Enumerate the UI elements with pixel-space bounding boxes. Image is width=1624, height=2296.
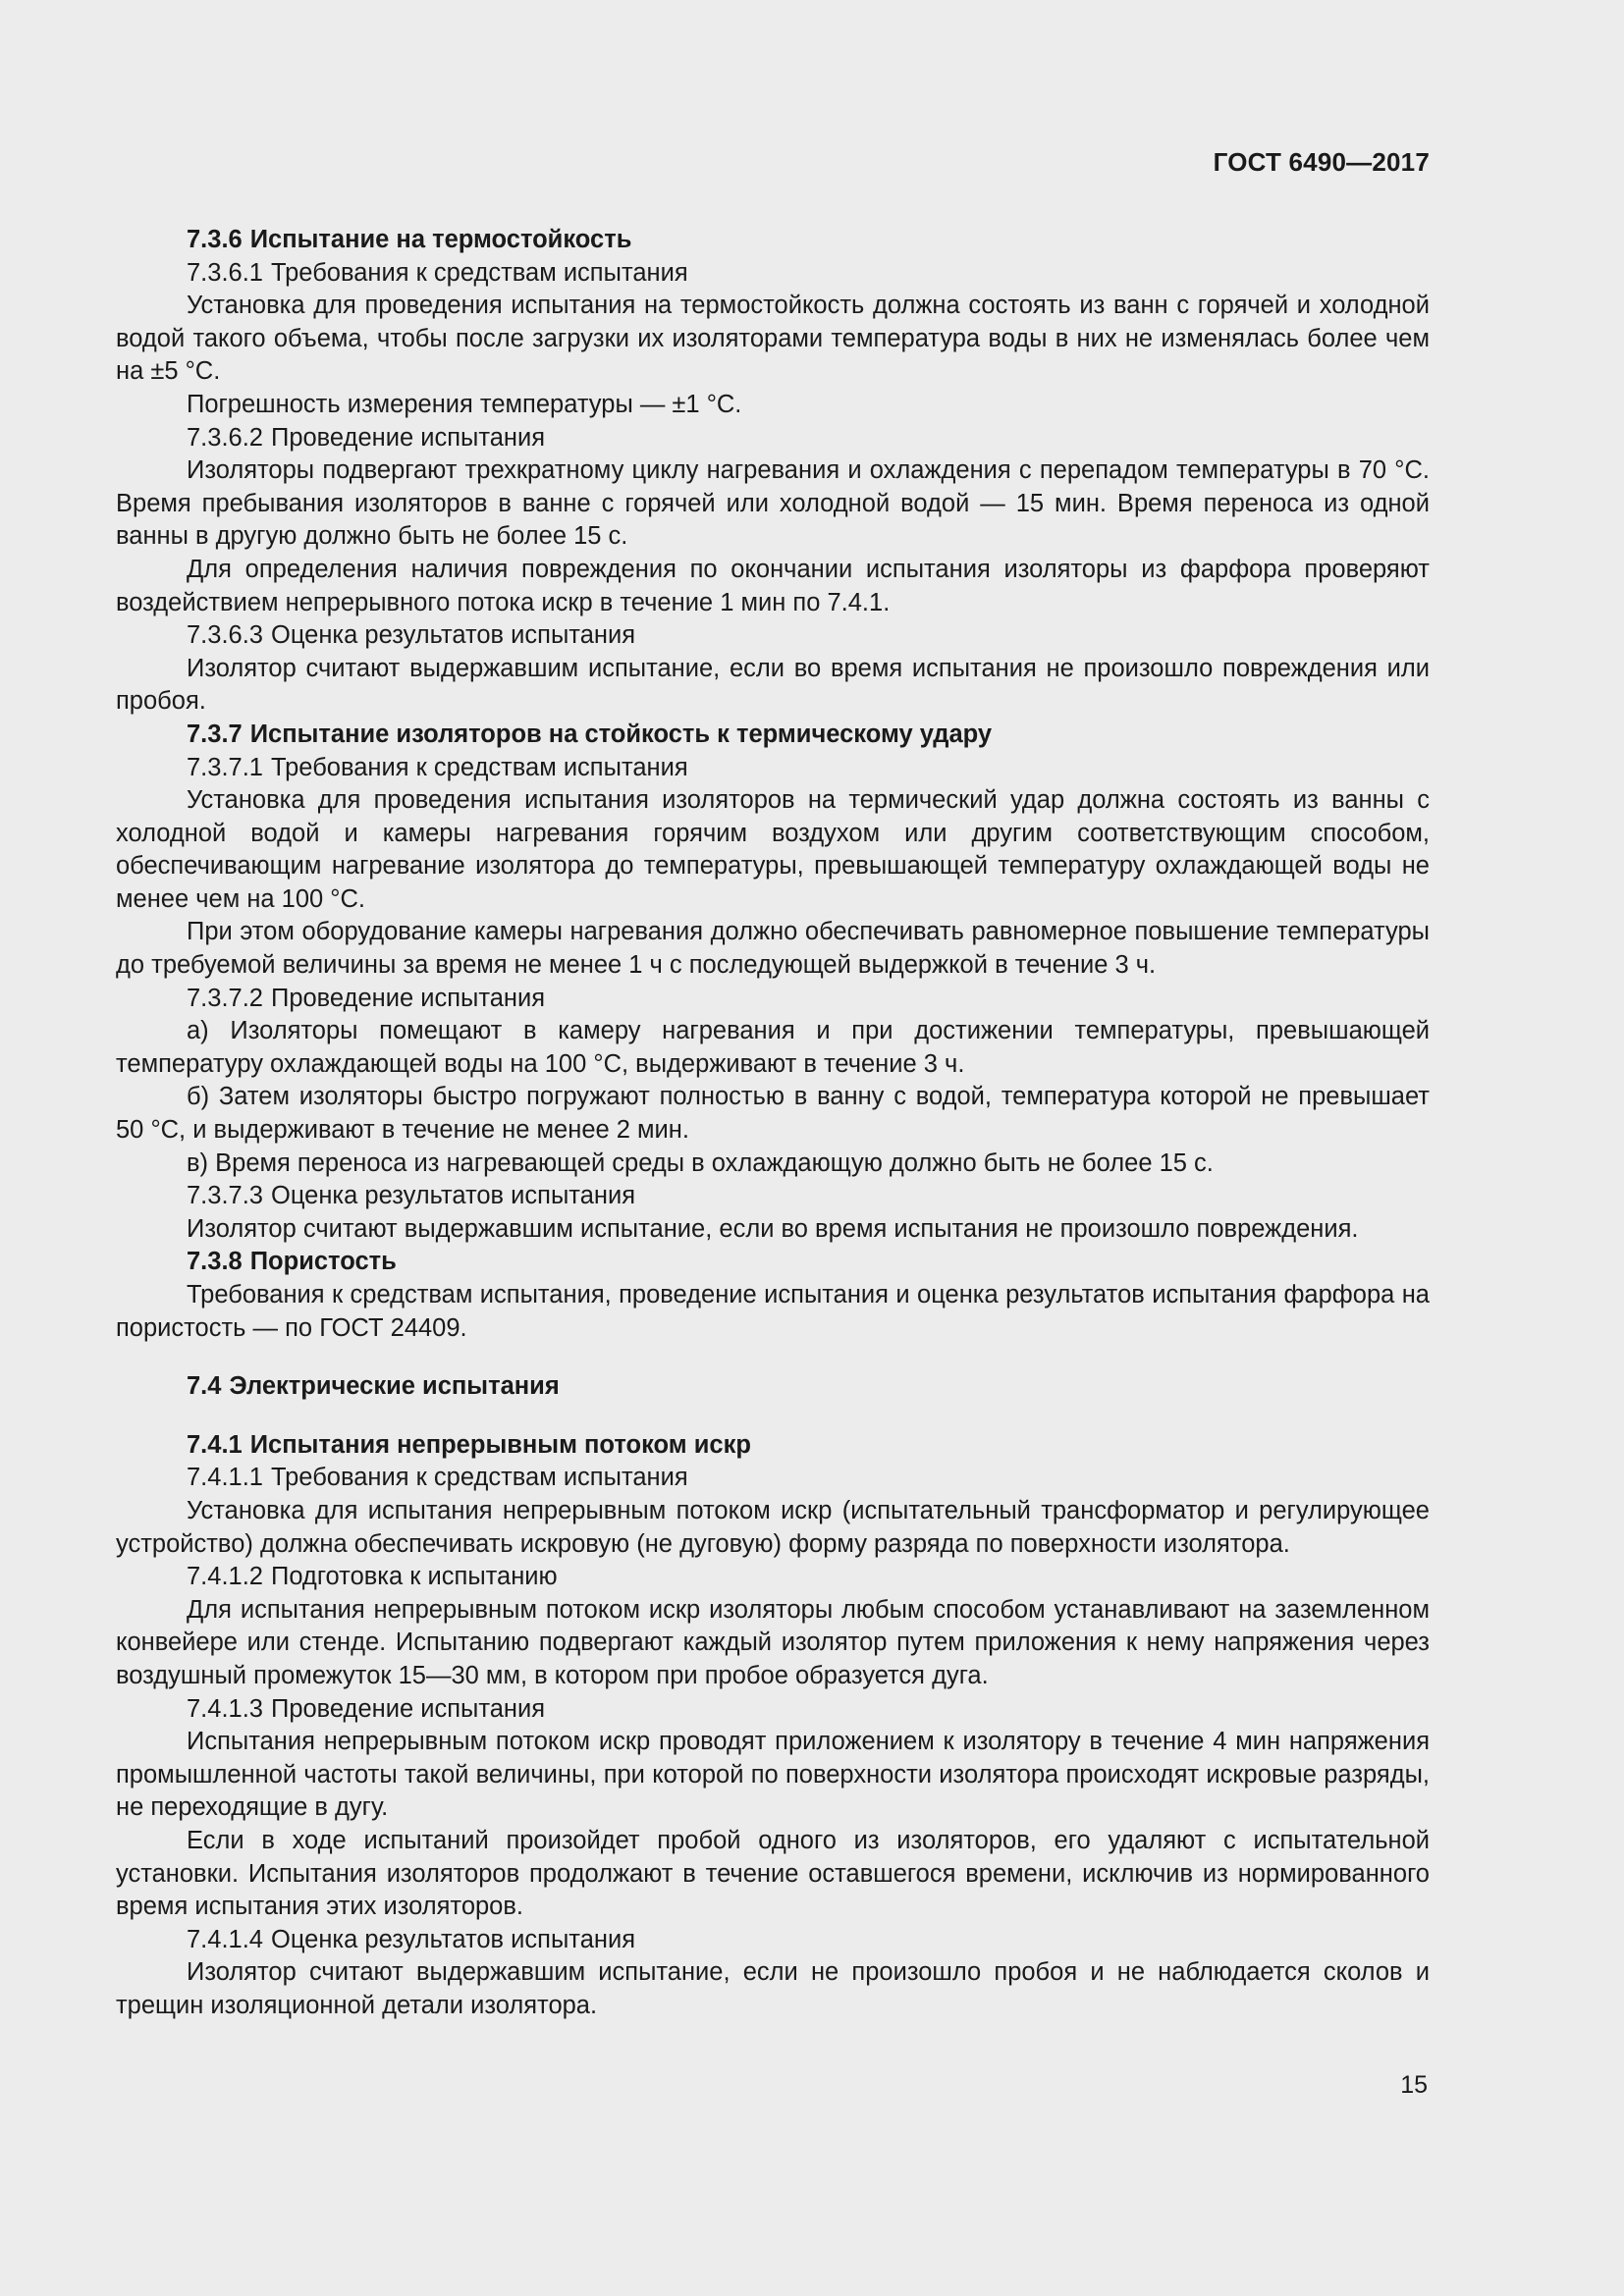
section-number: 7.3.6.3: [187, 621, 263, 650]
section-heading: [116, 224, 1430, 257]
section-title: Проведение испытания: [270, 984, 546, 1012]
section-title: Оценка результатов испытания: [270, 1925, 636, 1953]
section-number: 7.3.7: [187, 720, 243, 748]
section-number: 7.3.6.1: [187, 258, 263, 287]
subsection-heading: [116, 1462, 1430, 1495]
section-title: Испытания непрерывным потоком искр: [249, 1430, 751, 1459]
paragraph: Если в ходе испытаний произойдет пробой одного из изоляторов, его удаляют с испытательной установки. Испытания изоляторов продолжают в течение оставшегося времени, исключив из нормированного время испытания этих изоляторов.: [116, 1826, 1430, 1921]
subsection-heading: [116, 1561, 1430, 1594]
section-title: Электрические испытания: [229, 1372, 560, 1401]
paragraph: а) Изоляторы помещают в камеру нагревания и при достижении температуры, превышающей температуру охлаждающей воды на 100 °С, выдерживают в течение 3 ч.: [116, 1017, 1430, 1078]
subsection-heading: [116, 752, 1430, 785]
subsection-heading: [116, 422, 1430, 455]
section-number: 7.3.7.1: [187, 753, 263, 781]
subsection-heading: [116, 1924, 1430, 1957]
section-title: Пористость: [249, 1248, 397, 1276]
section-title: Требования к средствам испытания: [270, 753, 688, 781]
paragraph: Изоляторы подвергают трехкратному циклу нагревания и охлаждения с перепадом температуры в 70 °С. Время пребывания изоляторов в ванне с горячей или холодной водой — 15 мин. Время переноса из одной ванны в другую должно быть не более 15 с.: [116, 456, 1430, 551]
section-number: 7.4: [187, 1372, 222, 1401]
paragraph: Требования к средствам испытания, проведение испытания и оценка результатов испытания фарфора на пористость — по ГОСТ 24409.: [116, 1281, 1430, 1342]
section-title: Оценка результатов испытания: [270, 621, 636, 650]
subsection-heading: [116, 1180, 1430, 1213]
subsection-heading: [116, 1693, 1430, 1727]
section-number: 7.4.1.1: [187, 1464, 263, 1492]
paragraph: Для определения наличия повреждения по окончании испытания изоляторы из фарфора проверяют воздействием непрерывного потока искр в течение 1 мин по 7.4.1.: [116, 555, 1430, 616]
section-title: Испытание изоляторов на стойкость к термическому удару: [249, 720, 993, 748]
section-title: Оценка результатов испытания: [270, 1182, 636, 1210]
section-number: 7.4.1.3: [187, 1694, 263, 1723]
subsection-heading: [116, 983, 1430, 1016]
section-heading: [116, 1429, 1430, 1463]
paragraph: Установка для испытания непрерывным потоком искр (испытательный трансформатор и регулирующее устройство) должна обеспечивать искровую (не дуговую) форму разряда по поверхности изолятора.: [116, 1496, 1430, 1558]
section-title: Проведение испытания: [270, 1694, 546, 1723]
document-body: [116, 224, 1430, 2022]
paragraph: б) Затем изоляторы быстро погружают полностью в ванну с водой, температура которой не превышает 50 °С, и выдерживают в течение не менее 2 мин.: [116, 1083, 1430, 1145]
section-number: 7.3.7.2: [187, 984, 263, 1012]
section-heading: [116, 719, 1430, 752]
paragraph: Изолятор считают выдержавшим испытание, если во время испытания не произошло повреждения.: [187, 1214, 1359, 1243]
paragraph: Изолятор считают выдержавшим испытание, если во время испытания не произошло повреждения или пробоя.: [116, 654, 1430, 716]
section-title: Требования к средствам испытания: [270, 258, 688, 287]
section-number: 7.4.1.2: [187, 1563, 263, 1591]
section-spacer: [116, 1404, 1430, 1429]
section-number: 7.3.6.2: [187, 423, 263, 452]
paragraph: Установка для проведения испытания на термостойкость должна состоять из ванн с горячей и холодной водой такого объема, чтобы после загрузки их изоляторами температура воды в них не изменялась более чем на ±5 °С.: [116, 292, 1430, 386]
section-spacer: [116, 1345, 1430, 1370]
paragraph: При этом оборудование камеры нагревания должно обеспечивать равномерное повышение температуры до требуемой величины за время не менее 1 ч с последующей выдержкой в течение 3 ч.: [116, 918, 1430, 980]
subsection-heading: [116, 619, 1430, 653]
paragraph: Испытания непрерывным потоком искр проводят приложением к изолятору в течение 4 мин напряжения промышленной частоты такой величины, при которой по поверхности изолятора происходят искровые разряды, не переходящие в дугу.: [116, 1728, 1430, 1822]
paragraph: Погрешность измерения температуры — ±1 °С.: [187, 390, 742, 418]
section-heading: [116, 1370, 1430, 1404]
paragraph: Установка для проведения испытания изоляторов на термический удар должна состоять из ванны с холодной водой и камеры нагревания горячим воздухом или другим соответствующим способом, обеспечивающим нагревание изолятора до температуры, превышающей температуру охлаждающей воды не менее чем на 100 °С.: [116, 786, 1430, 913]
section-number: 7.4.1: [187, 1430, 243, 1459]
paragraph: Изолятор считают выдержавшим испытание, если не произошло пробоя и не наблюдается сколов и трещин изоляционной детали изолятора.: [116, 1958, 1430, 2019]
section-number: 7.3.8: [187, 1248, 243, 1276]
paragraph: Для испытания непрерывным потоком искр изоляторы любым способом устанавливают на заземленном конвейере или стенде. Испытанию подвергают каждый изолятор путем приложения к нему напряжения через воздушный промежуток 15—30 мм, в котором при пробое образуется дуга.: [116, 1595, 1430, 1689]
section-number: 7.4.1.4: [187, 1925, 263, 1953]
section-number: 7.3.6: [187, 226, 243, 253]
document-header: ГОСТ 6490—2017: [1213, 147, 1430, 177]
section-title: Подготовка к испытанию: [270, 1563, 558, 1591]
section-heading: [116, 1246, 1430, 1279]
section-number: 7.3.7.3: [187, 1182, 263, 1210]
section-title: Испытание на термостойкость: [249, 226, 632, 253]
subsection-heading: [116, 257, 1430, 291]
paragraph: в) Время переноса из нагревающей среды в охлаждающую должно быть не более 15 с.: [187, 1148, 1214, 1177]
page-number: 15: [1400, 2071, 1428, 2099]
section-title: Проведение испытания: [270, 423, 546, 452]
section-title: Требования к средствам испытания: [270, 1464, 688, 1492]
